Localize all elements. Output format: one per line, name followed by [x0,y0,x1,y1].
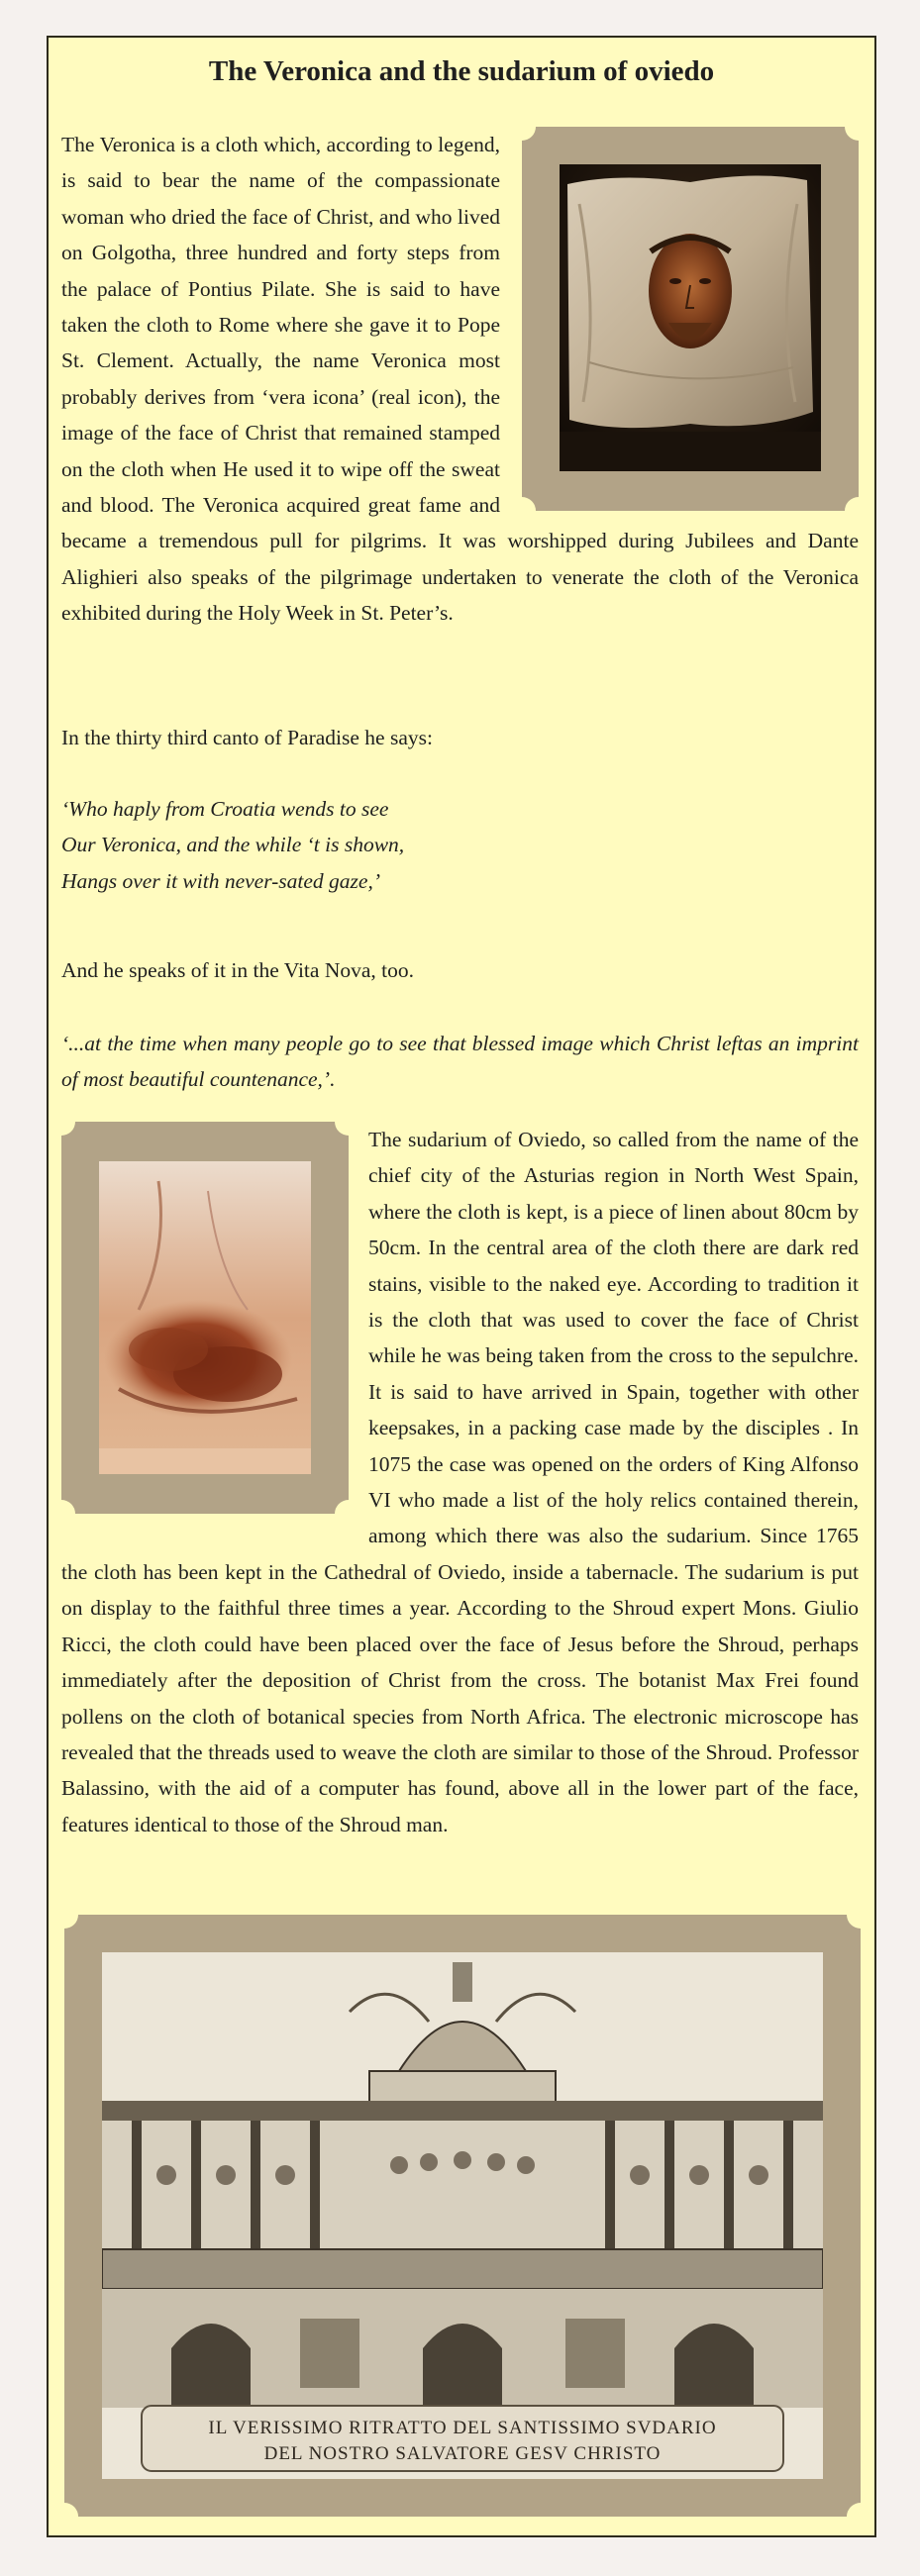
veronica-painting [560,164,821,471]
vita-nova-intro: And he speaks of it in the Vita Nova, too. [61,958,414,982]
quote-line: ‘Who haply from Croatia wends to see [61,797,389,821]
sudarium-photo [99,1161,311,1474]
canto-intro: In the thirty third canto of Paradise he says: [61,726,433,749]
veronica-section [61,127,859,632]
dante-quote-paradise [61,791,859,899]
quote-line: Hangs over it with never-sated gaze,’ [61,868,381,893]
sudarium-paragraph: The sudarium of Oviedo, so called from the name of the chief city of the Asturias region in North West Spain, where the cloth is kept, is a piece of linen about 80cm by 50cm. In the central area of the cloth there are dark red stains, visible to the naked eye. According to tradition it is the cloth that was used to cover the face of Christ while he was being taken from the cross to the sepulchre. It is said to have arrived in Spain, together with other keepsakes, in a packing case made by the disciples . In 1075 the case was opened on the orders of King Alfonso VI who made a list of the holy relics contained therein, among which there was also the sudarium. Since 1765 the cloth has been kept in the Cathedral of Oviedo, inside a tabernacle. The sudarium is put on display to the faithful three times a year. According to the Shroud expert Mons. Giulio Ricci, the cloth could have been placed over the face of Jesus before the Shroud, perhaps immediately after the deposition of Christ from the cross. The botanist Max Frei found pollens on the cloth of botanical species from North Africa. The electronic microscope has revealed that the threads used to weave the cloth are similar to those of the Shroud. Professor Balassino, with the aid of a computer has found, above all in the lower part of the face, features identical to those of the Shroud man. [61,1128,859,1836]
page-title: The Veronica and the sudarium of oviedo [208,55,715,87]
veronica-image-frame [522,127,859,511]
sudarium-section [61,1122,859,1842]
quote-line: Our Veronica, and the while ‘t is shown, [61,833,405,857]
engraving-caption-line2: DEL NOSTRO SALVATORE GESV CHRISTO [263,2443,662,2464]
sudarium-engraving [102,1952,823,2479]
dante-quote-vita-nova: ‘...at the time when many people go to see that blessed image which Christ leftas an imprint of most beautiful countenance,’. [61,1032,859,1092]
veronica-paragraph: The Veronica is a cloth which, according to legend, is said to bear the name of the compassionate woman who dried the face of Christ, and who lived on Golgotha, three hundred and forty steps from the palace of Pontius Pilate. She is said to have taken the cloth to Rome where she gave it to Pope St. Clement. Actually, the name Veronica most probably derives from ‘vera icona’ (real icon), the image of the face of Christ that remained stamped on the cloth when He used it to wipe off the sweat and blood. The Veronica acquired great fame and became a tremendous pull for pilgrims. It was worshipped during Jubilees and Dante Alighieri also speaks of the pilgrimage undertaken to venerate the cloth of the Veronica exhibited during the Holy Week in St. Peter’s. [61,133,859,626]
engraving-caption-line1: IL VERISSIMO RITRATTO DEL SANTISSIMO SVDARIO [208,2418,717,2438]
sudarium-image-frame [61,1122,349,1514]
article-panel [47,36,876,2537]
engraving-frame [64,1915,861,2517]
